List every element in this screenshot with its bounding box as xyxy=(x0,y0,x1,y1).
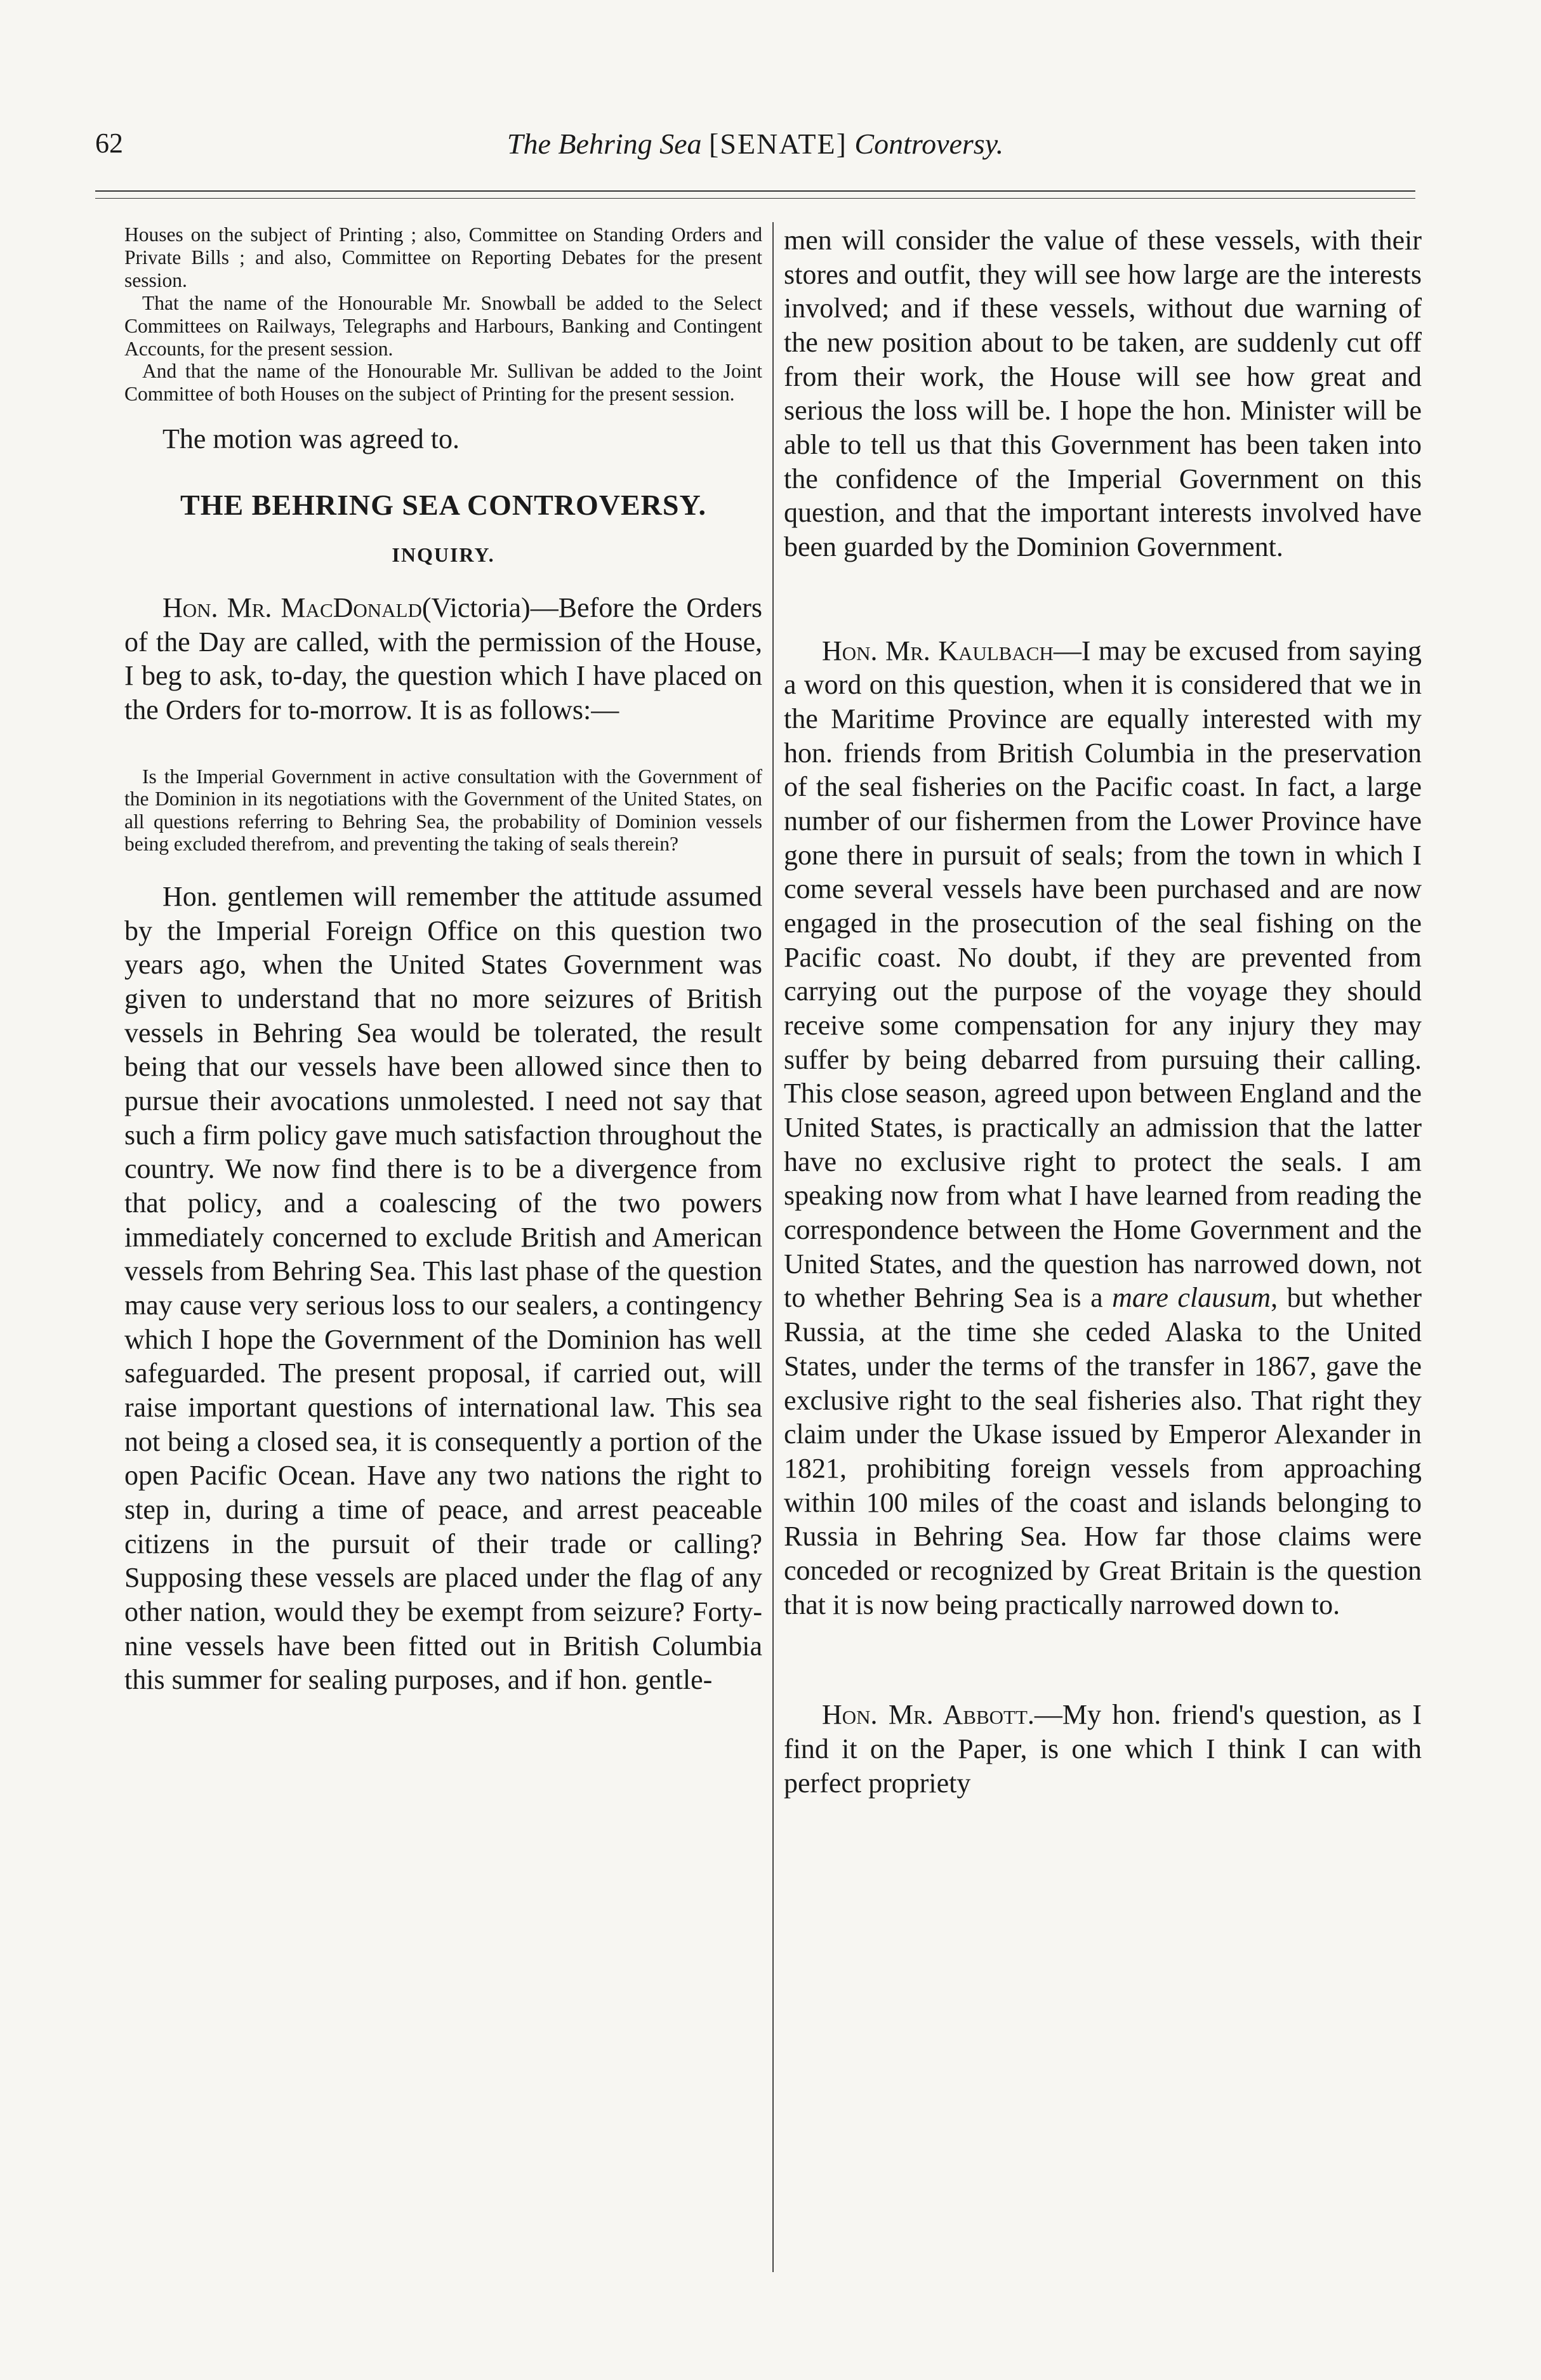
motion-paragraph: And that the name of the Honourable Mr. Sullivan be added to the Joint Committee of both Houses on the subject of Printing for the present session. xyxy=(124,360,762,406)
speech-macdonald-continued: men will consider the value of these vessels, with their stores and outfit, they will see how large are the interests involved; and if these vessels, without due warning of the new position about to be taken, are suddenly cut off from their work, the House will see how great and serious the loss will be. I hope the hon. Minister will be able to tell us that this Government has been taken into the confidence of the Imperial Government on this question, and that the important interests involved have been guarded by the Dominion Government. xyxy=(784,225,1422,563)
subheading: INQUIRY. xyxy=(392,543,495,566)
running-title-end: Controversy. xyxy=(847,128,1004,160)
speaker-name: Hon. Mr. MacDonald xyxy=(162,592,422,623)
column-divider xyxy=(772,222,774,2272)
motion-text xyxy=(124,223,762,406)
written-question: Is the Imperial Government in active consultation with the Government of the Dominion in its negotiations with the Government of the United States, on all questions referring to Behring Sea, the probability of Dominion vessels being excluded therefrom, and preventing the taking of seals therein? xyxy=(124,765,762,856)
page-number: 62 xyxy=(95,128,123,159)
motion-agreed: The motion was agreed to. xyxy=(162,423,460,455)
speech-text: .—My hon. friend's question, as I find it on the Paper, is one which I think I can with perfect propriety xyxy=(784,1699,1422,1799)
header-rule xyxy=(95,190,1415,192)
speech-text: (Victoria)—Before the Orders of the Day are called, with the permission of the House, I beg to ask, to-day, the question which I have placed on the Orders for to-morrow. It is as follows:— xyxy=(124,592,762,725)
speech-text: , but whether Russia, at the time she ceded Alaska to the United States, under the terms of the transfer in 1867, gave the exclusive right to the seal fisheries also. That right they claim under the Ukase issued by Emperor Alexander in 1821, prohibiting foreign vessels from approaching within 100 miles of the coast and islands belonging to Russia in Behring Sea. How far those claims were conceded or recognized by Great Britain is the question that it is now being practically narrowed down to. xyxy=(784,1282,1422,1620)
motion-paragraph: That the name of the Honourable Mr. Snowball be added to the Select Committees on Railways, Telegraphs and Harbours, Banking and Contingent Accounts, for the present session. xyxy=(124,291,762,360)
latin-term: mare clausum xyxy=(1112,1282,1271,1314)
left-column xyxy=(124,223,762,1697)
speech-text: —I may be excused from saying a word on this question, when it is considered that we in the Maritime Province are equally interested with my hon. friends from British Columbia in the preservation of the seal fisheries on the Pacific coast. In fact, a large number of our fishermen from the Lower Province have gone there in pursuit of seals; from the town in which I come several vessels have been purchased and are now engaged in the prosecution of the seal fishing on the Pacific coast. No doubt, if they are prevented from carrying out the purpose of the voyage they should receive some compensation for any injury they may suffer by being debarred from pursuing their calling. This close season, agreed upon between England and the United States, is practically an admission that the latter have no exclusive right to protect the seals. I am speaking now from what I have learned from reading the correspondence between the Home Government and the United States, and the question has narrowed down, not to whether Behring Sea is a xyxy=(784,635,1422,1314)
right-column xyxy=(784,223,1422,1800)
speaker-name: Hon. Mr. Abbott xyxy=(822,1699,1028,1731)
running-title-chamber: [SENATE] xyxy=(709,128,847,160)
speech-abbott xyxy=(784,1698,1422,1800)
speech-macdonald-body: Hon. gentlemen will remember the attitude assumed by the Imperial Foreign Office on this question two years ago, when the United States Government was given to understand that no more seizures of British vessels in Behring Sea would be tolerated, the result being that our vessels have been allowed since then to pursue their avocations unmolested. I need not say that such a firm policy gave much satisfaction throughout the country. We now find there is to be a divergence from that policy, and a coalescing of the two powers immediately concerned to exclude British and American vessels from Behring Sea. This last phase of the question may cause very serious loss to our sealers, a contingency which I hope the Government of the Dominion has well safeguarded. The present proposal, if carried out, will raise important questions of international law. This sea not being a closed sea, it is consequently a portion of the open Pacific Ocean. Have any two nations the right to step in, during a time of peace, and arrest peaceable citizens in the pursuit of their trade or calling? Supposing these vessels are placed under the flag of any other nation, would they be exempt from seizure? Forty-nine vessels have been fitted out in British Columbia this summer for sealing purposes, and if hon. gentle- xyxy=(124,880,762,1696)
running-title xyxy=(95,127,1415,161)
header-rule-thin xyxy=(95,198,1415,199)
speech-macdonald-intro xyxy=(124,591,762,727)
running-head xyxy=(95,127,1415,171)
speech-kaulbach xyxy=(784,634,1422,1622)
speaker-name: Hon. Mr. Kaulbach xyxy=(822,635,1054,666)
section-heading: THE BEHRING SEA CONTROVERSY. xyxy=(180,488,706,521)
running-title-start: The Behring Sea xyxy=(506,128,710,160)
motion-paragraph: Houses on the subject of Printing ; also, Committee on Standing Orders and Private Bills ; and also, Committee on Reporting Debates for the present session. xyxy=(124,223,762,291)
